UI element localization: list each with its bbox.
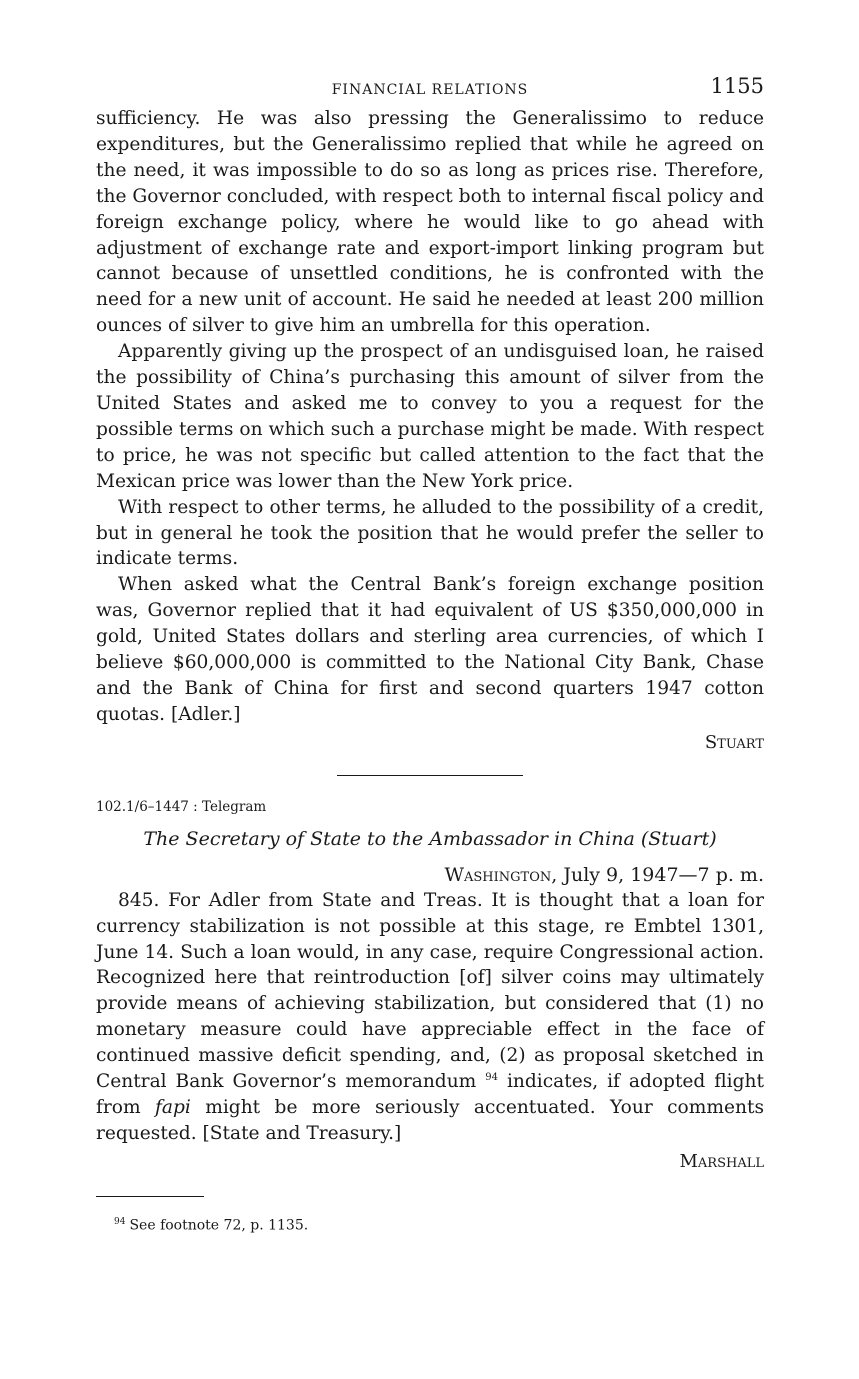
title-suffix: )	[709, 827, 717, 850]
signature-stuart: Stuart	[704, 731, 764, 753]
text-part: indicates, if adopted flight from	[96, 1071, 764, 1118]
page-header	[96, 72, 764, 106]
telegram-body	[96, 888, 764, 1147]
title-prefix: The Secretary of State to the Ambassador in China (	[143, 827, 649, 850]
footnote-rule	[96, 1196, 204, 1197]
text-part: might be more seriously accentuated. Your comments requested. [State and Treasury.]	[96, 1097, 764, 1144]
text-part: 845. For Adler from State and Treas. It is thought that a loan for currency stabilization is not possible at this stage, re Embtel 1301, June 14. Such a loan would, in any case, require Congressional action. Recognized here that reintroduction [of] silver coins may ultimately provide means of achieving stabilization, but considered that (1) no monetary measure could have appreciable effect in the face of continued massive deficit spending, and, (2) as proposal sketched in Central Bank Governor’s memorandum	[96, 889, 764, 1093]
paragraph: With respect to other terms, he alluded to the possibility of a credit, but in general he took the position that he would prefer the seller to indicate terms.	[96, 496, 764, 570]
section-separator	[337, 775, 523, 776]
running-title: FINANCIAL RELATIONS	[331, 82, 529, 98]
signature-marshall: Marshall	[679, 1150, 764, 1172]
paragraph: Apparently giving up the prospect of an undisguised loan, he raised the possibility of China’s purchasing this amount of silver from the United States and asked me to convey to you a request for the possible terms on which such a purchase might be made. With respect to price, he was not specific but called attention to the fact that the Mexican price was lower than the New York price.	[96, 341, 764, 492]
footnote-number: 94	[114, 1216, 126, 1227]
footnote-text: See footnote 72, p. 1135.	[129, 1217, 309, 1234]
page-number: 1155	[710, 74, 764, 98]
paragraph	[96, 888, 764, 1147]
dateline-date: July 9, 1947—7 p. m.	[557, 863, 764, 886]
footnote	[114, 1213, 764, 1235]
document-page	[96, 72, 764, 1234]
title-name: Stuart	[648, 827, 710, 850]
footnote-marker[interactable]: 94	[485, 1071, 498, 1083]
paragraph: When asked what the Central Bank’s foreign exchange position was, Governor replied that it had equivalent of US $350,000,000 in gold, United States dollars and sterling area currencies, of which I believe $60,000,000 is committed to the National City Bank, Chase and the Bank of China for first and second quarters 1947 cotton quotas. [Adler.]	[96, 574, 764, 725]
dateline-place: Washington,	[444, 863, 558, 886]
telegram-continuation	[96, 106, 764, 728]
paragraph: sufficiency. He was also pressing the Generalissimo to reduce expenditures, but the Generalissimo replied that while he agreed on the need, it was impossible to do so as long as prices rise. Therefore, the Governor concluded, with respect both to internal fiscal policy and foreign exchange policy, where he would like to go ahead with adjustment of exchange rate and export-import linking program but cannot because of unsettled conditions, he is confronted with the need for a new unit of account. He said he needed at least 200 million ounces of silver to give him an umbrella for this operation.	[96, 108, 764, 337]
dateline	[96, 862, 764, 888]
document-reference: 102.1/6–1447 : Telegram	[96, 798, 267, 815]
italic-term: fapi	[155, 1097, 191, 1118]
document-title	[96, 826, 764, 852]
